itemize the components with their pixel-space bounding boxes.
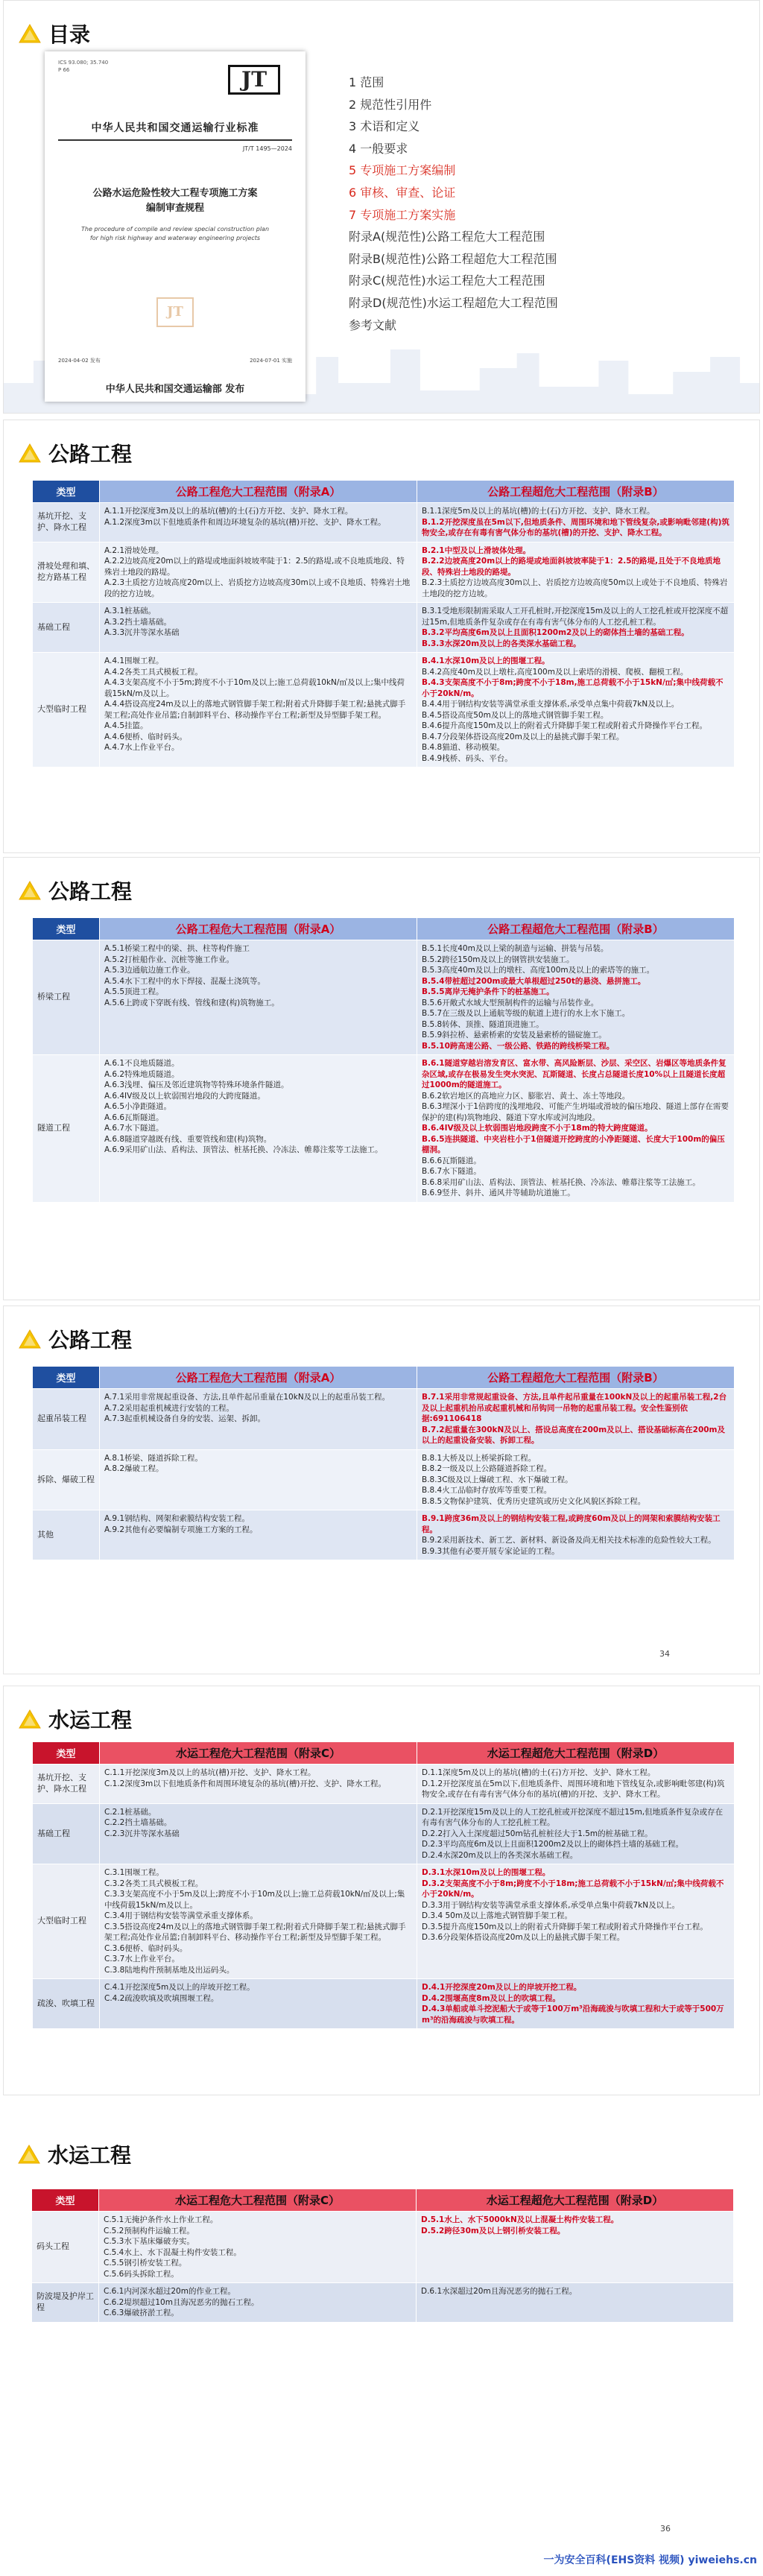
clause-text: B.9.3其他有必要开展专家论证的工程。 [422, 1546, 560, 1556]
table-row [33, 1449, 735, 1510]
clause-text: A.8.2爆破工程。 [104, 1464, 164, 1473]
toc-item[interactable]: 1 范围 [349, 75, 384, 89]
clause-text: A.3.1桩基础。 [104, 607, 156, 615]
scope-cell [100, 1055, 417, 1203]
clause-text: A.5.2打桩船作业、沉桩等施工作业。 [104, 955, 235, 964]
clause-text: B.8.5文物保护建筑、优秀历史建筑或历史文化风貌区拆除工程。 [422, 1496, 646, 1506]
table-header-row [32, 2189, 734, 2212]
clause-text: B.5.8转体、顶推、隧道顶进施工。 [422, 1019, 544, 1029]
clause-text-emphasized: B.1.2开挖深度虽在5m以下,但地质条件、周围环境和地下管线复杂,或影响毗邻建(构)筑物安全,或存在有毒有害气体分布的基坑(槽)的开挖、支护、降水工程。 [422, 517, 729, 537]
column-header-scope: 公路工程危大工程范围（附录A） [100, 481, 417, 503]
clause-text-emphasized: B.4.3支架高度不小于8m;跨度不小于18m,施工总荷载不小于15kN/㎡;集中线荷载不小于20kN/m。 [422, 678, 724, 698]
clause-text-emphasized: B.4.1水深10m及以上的围堰工程。 [422, 656, 550, 665]
table-row [33, 1510, 735, 1560]
clause-text-emphasized: D.4.1开挖深度20m及以上的岸坡开挖工程。 [422, 1983, 582, 1992]
clause-text: B.4.2高度40m及以上墩柱,高度100m及以上索塔的滑模、爬模、翻模工程。 [422, 667, 688, 677]
clause-text: B.8.4火工品临时存放库等重要工程。 [422, 1486, 552, 1495]
clause-text: B.2.3土质挖方边坡高度30m以上、岩质挖方边坡高度50m以上或处于不良地质、特殊岩土地段的挖方边坡。 [422, 578, 728, 598]
clause-text: B.8.3C级及以上爆破工程、水下爆破工程。 [422, 1475, 573, 1484]
super-scope-cell [417, 940, 735, 1055]
toc-item[interactable]: 附录B(规范性)公路工程超危大工程范围 [349, 251, 557, 266]
category-cell: 其他 [33, 1510, 100, 1560]
highway-scope-table [32, 480, 735, 768]
clause-text-emphasized: B.6.5连拱隧道、中夹岩柱小于1倍隧道开挖跨度的小净距隧道、长度大于100m的偏压棚洞。 [422, 1134, 725, 1154]
category-cell: 码头工程 [32, 2212, 99, 2283]
category-cell: 大型临时工程 [33, 653, 100, 768]
clause-text: A.4.5挂篮。 [104, 721, 148, 730]
table-row [33, 1864, 735, 1979]
super-scope-cell [417, 653, 735, 768]
table-row [33, 1055, 735, 1203]
clause-text-emphasized: B.2.2边坡高度20m以上的路堤或地面斜坡坡率陡于1：2.5的路堤,且处于不良地质地段、特殊岩土地段的路堤。 [422, 557, 721, 577]
cover-ics-code: ICS 93.080; 35.740 [58, 60, 109, 66]
super-scope-cell [417, 542, 735, 603]
warning-triangle-icon [19, 880, 41, 901]
category-cell: 防波堤及护岸工程 [32, 2283, 99, 2323]
table-row [33, 542, 735, 603]
clause-text: C.3.6便桥、临时码头。 [104, 1943, 188, 1953]
clause-text: A.6.3浅埋、偏压及邻近建筑物等特殊环境条件隧道。 [104, 1080, 289, 1089]
super-scope-cell [417, 1803, 735, 1864]
clause-text-emphasized: B.7.2起重量在300kN及以上、搭设总高度在200m及以上、搭设基础标高在200m及以上的起重设备安装、拆卸工程。 [422, 1425, 725, 1445]
toc-header [19, 19, 90, 48]
page-number: 36 [660, 2524, 671, 2534]
site-watermark: 一为安全百科(EHS资料 视频) yiweiehs.cn [543, 2554, 757, 2566]
clause-text: A.4.2各类工具式模板工程。 [104, 667, 203, 677]
clause-text: A.2.3土质挖方边坡高度20m以上、岩质挖方边坡高度30m以上或不良地质、特殊岩土地段的挖方边坡。 [104, 578, 411, 598]
toc-item[interactable]: 4 一般要求 [349, 141, 408, 156]
toc-item[interactable]: 7 专项施工方案实施 [349, 207, 456, 222]
clause-text: A.5.4水下工程中的水下焊接、混凝土浇筑等。 [104, 976, 266, 986]
clause-text: B.5.1长度40m及以上梁的制造与运输、拼装与吊装。 [422, 944, 609, 953]
scope-cell [100, 1449, 417, 1510]
clause-text: C.2.3沉井等深水基础 [104, 1829, 180, 1838]
clause-text: A.8.1桥梁、隧道拆除工程。 [104, 1453, 203, 1463]
column-header-type: 类型 [32, 2189, 99, 2212]
clause-text: C.4.2疏浚吹填及吹填围堰工程。 [104, 1993, 219, 2003]
toc-item[interactable]: 附录A(规范性)公路工程危大工程范围 [349, 230, 545, 244]
cover-english-line: The procedure of compile and review special construction plan [80, 226, 270, 232]
toc-title: 目录 [48, 22, 91, 47]
clause-text: C.5.4水上、水下混凝土构件安装工程。 [104, 2247, 241, 2257]
clause-text: D.6.1水深超过20m且海况恶劣的抛石工程。 [421, 2287, 577, 2296]
clause-text: B.6.9竖井、斜井、通风井等辅助坑道施工。 [422, 1189, 575, 1197]
highway-slide-3 [3, 1306, 760, 1674]
clause-text: D.2.1开挖深度15m及以上的人工挖孔桩或开挖深度不超过15m,但地质条件复杂或存在有毒有害气体分布的人工挖孔桩工程。 [422, 1807, 724, 1827]
clause-text-emphasized: D.3.2支架高度不小于8m;跨度不小于18m;施工总荷载不小于15kN/㎡;集中线荷载不小于20kN/m。 [422, 1879, 724, 1899]
clause-text: B.4.4用于钢结构安装等满堂承重支撑体系,承受单点集中荷载7kN及以上。 [422, 700, 680, 709]
slide-title: 水运工程 [48, 2143, 132, 2168]
toc-list [349, 72, 558, 336]
toc-item[interactable]: 参考文献 [349, 317, 397, 332]
clause-text: C.3.3支架高度不小于5m及以上;跨度不小于10m及以上;施工总荷载10kN/㎡及以上;集中线荷载15kN/m及以上。 [104, 1890, 405, 1910]
cover-issue-date: 2024-04-02 发布 [58, 358, 101, 364]
clause-text-emphasized: D.4.3单船或单斗挖泥船大于或等于100万m³沿海疏浚与吹填工程和大于或等于500万m³的沿海疏浚与吹填工程。 [422, 2004, 724, 2025]
clause-text-emphasized: B.7.1采用非常规起重设备、方法,且单件起吊重量在100kN及以上的起重吊装工程,2台及以上起重机抬吊或起重机械和吊钩同一吊物的起重吊装工程。安全性鉴别依据:691106418 [422, 1393, 727, 1423]
table-row [33, 503, 735, 542]
clause-text: A.5.1桥梁工程中的梁、拱、柱等构件施工 [104, 944, 250, 953]
cover-english-title [58, 225, 292, 243]
category-cell: 大型临时工程 [33, 1864, 100, 1979]
clause-text: A.5.3边通航边施工作业。 [104, 966, 195, 975]
clause-text: C.1.2深度3m以下但地质条件和周围环境复杂的基坑(槽)开挖、支护、降水工程。 [104, 1779, 386, 1788]
clause-text: A.6.7水下隧道。 [104, 1124, 164, 1133]
clause-text-emphasized: B.2.1中型及以上滑坡体处理。 [422, 545, 531, 555]
column-header-super-scope: 公路工程超危大工程范围（附录B） [417, 481, 735, 503]
clause-text: B.8.1大桥及以上桥梁拆除工程。 [422, 1453, 536, 1463]
clause-text: A.5.6上跨或下穿既有线、管线和建(构)筑物施工。 [104, 998, 279, 1007]
toc-item[interactable]: 附录D(规范性)水运工程超危大工程范围 [349, 295, 558, 310]
slide-header [19, 438, 132, 468]
table-header-row [33, 481, 735, 503]
category-cell: 起重吊装工程 [33, 1389, 100, 1450]
scope-cell [100, 653, 417, 768]
scope-cell [100, 1803, 417, 1864]
category-cell: 滑坡处理和填、挖方路基工程 [33, 542, 100, 603]
warning-triangle-icon [19, 23, 41, 44]
super-scope-cell [417, 2283, 734, 2323]
cover-title [58, 186, 292, 216]
waterway-slide-1 [3, 1686, 760, 2095]
table-row [33, 603, 735, 653]
clause-text: A.4.6便桥、临时码头。 [104, 732, 188, 741]
clause-text: A.2.2边坡高度20m以上的路堤或地面斜坡坡率陡于1：2.5的路堤,或不良地质地段、特殊岩土地段的路堤。 [104, 557, 405, 577]
clause-text: B.4.5搭设高度50m及以上的落地式钢管脚手架工程。 [422, 710, 609, 720]
scope-cell [100, 1765, 417, 1804]
column-header-scope: 水运工程危大工程范围（附录C） [100, 1742, 417, 1765]
super-scope-cell [417, 1765, 735, 1804]
clause-text: A.6.6瓦斯隧道。 [104, 1113, 164, 1122]
clause-text: A.6.1不良地质隧道。 [104, 1059, 180, 1068]
table-row [33, 1765, 735, 1804]
column-header-type: 类型 [33, 918, 100, 940]
cover-english-line: for high risk highway and waterway engineering projects [89, 235, 261, 241]
slide-header [18, 2139, 131, 2169]
waterway-slide-2 [3, 2121, 760, 2576]
clause-text: C.5.1无掩护条件水上作业工程。 [104, 2215, 218, 2224]
scope-cell [100, 1389, 417, 1450]
clause-text: A.4.3支架高度不小于5m;跨度不小于10m及以上;施工总荷载10kN/㎡及以上;集中线荷载15kN/m及以上。 [104, 678, 405, 698]
clause-text: B.6.7水下隧道。 [422, 1167, 481, 1176]
category-cell: 拆除、爆破工程 [33, 1449, 100, 1510]
highway-slide-2 [3, 857, 760, 1300]
category-cell: 基坑开挖、支护、降水工程 [33, 1765, 100, 1804]
clause-text-emphasized: D.4.2围堰高度8m及以上的吹填工程。 [422, 1993, 561, 2003]
waterway-scope-table [31, 2189, 734, 2323]
slide-header [19, 1324, 132, 1354]
warning-triangle-icon [19, 1709, 41, 1730]
clause-text-emphasized: D.5.2跨径30m及以上钢引桥安装工程。 [421, 2226, 566, 2235]
super-scope-cell [417, 503, 735, 542]
super-scope-cell [417, 1055, 735, 1203]
toc-item[interactable]: 5 专项施工方案编制 [349, 163, 456, 178]
clause-text: A.7.2采用起重机械进行安装的工程。 [104, 1403, 235, 1413]
clause-text: A.9.1钢结构、网架和索膜结构安装工程。 [104, 1514, 250, 1523]
scope-cell [100, 603, 417, 653]
column-header-super-scope: 公路工程超危大工程范围（附录B） [417, 918, 735, 940]
category-cell: 桥梁工程 [33, 940, 100, 1055]
column-header-type: 类型 [33, 481, 100, 503]
column-header-super-scope: 公路工程超危大工程范围（附录B） [417, 1367, 735, 1389]
cover-issuer: 中华人民共和国交通运输部 发布 [105, 384, 245, 395]
clause-text: B.1.1深度5m及以上的基坑(槽)的土(石)方开挖、支护、降水工程。 [422, 507, 655, 516]
clause-text: B.5.9斜拉桥、悬索桥索的安装及悬索桥的锚碇施工。 [422, 1031, 607, 1039]
toc-item[interactable]: 6 审核、审查、论证 [349, 185, 456, 200]
clause-text: D.2.3平均高度6m及以上且面积1200m2及以上的砌体挡土墙的基础工程。 [422, 1840, 684, 1849]
clause-text: C.2.1桩基础。 [104, 1807, 156, 1817]
clause-text: B.9.2采用新技术、新工艺、新材料、新设备及尚无相关技术标准的危险性较大工程。 [422, 1536, 716, 1545]
cover-divider [58, 139, 292, 141]
highway-scope-table [32, 1366, 735, 1560]
clause-text: A.4.7水上作业平台。 [104, 743, 180, 752]
super-scope-cell [417, 1979, 735, 2029]
highway-scope-table [32, 917, 735, 1203]
waterway-scope-table [32, 1741, 735, 2029]
clause-text-emphasized: B.5.10跨高速公路、一级公路、铁路的跨线桥梁工程。 [422, 1041, 615, 1051]
toc-item[interactable]: 附录C(规范性)水运工程危大工程范围 [349, 273, 545, 288]
clause-text: C.3.2各类工具式模板工程。 [104, 1879, 203, 1888]
clause-text-emphasized: B.6.4IV级及以上软弱围岩地段跨度不小于18m的特大跨度隧道。 [422, 1124, 653, 1133]
clause-text: C.2.2挡土墙基础。 [104, 1818, 172, 1827]
cover-class-code: P 66 [58, 67, 70, 73]
warning-triangle-icon [18, 2144, 40, 2165]
clause-text: B.4.6提升高度150m及以上的附着式升降脚手架工程或附着式升降操作平台工程。 [422, 721, 708, 730]
toc-item[interactable]: 3 术语和定义 [349, 119, 420, 134]
cover-watermark-logo: JT [156, 297, 194, 327]
clause-text: A.9.2其他有必要编制专项施工方案的工程。 [104, 1525, 258, 1534]
toc-item[interactable]: 2 规范性引用件 [349, 97, 432, 112]
table-row [33, 1803, 735, 1864]
clause-text: B.5.6开敞式水域大型预制构件的运输与吊装作业。 [422, 998, 599, 1007]
scope-cell [99, 2283, 417, 2323]
clause-text-emphasized: B.6.1隧道穿越岩溶发育区、富水带、高风险断层、沙层、采空区、岩爆区等地质条件复杂区域,或存在极易发生突水突泥、瓦斯隧道、长度占总隧道长度10%以上且隧道长度超过1000m的隧道施工。 [422, 1059, 726, 1089]
clause-text: B.6.8采用矿山法、盾构法、顶管法、桩基托换、冷冻法、帷幕注浆等工法施工。 [422, 1177, 700, 1187]
column-header-scope: 水运工程危大工程范围（附录C） [99, 2189, 417, 2212]
column-header-type: 类型 [33, 1742, 100, 1765]
super-scope-cell [417, 1389, 735, 1450]
clause-text: C.5.5钢引桥安装工程。 [104, 2259, 187, 2268]
table-row [32, 2283, 734, 2323]
cover-standard-number: JT/T 1495—2024 [242, 145, 292, 152]
super-scope-cell [417, 2212, 734, 2283]
clause-text: B.6.2软岩地区的高地应力区、膨胀岩、黄土、冻土等地段。 [422, 1091, 630, 1101]
column-header-scope: 公路工程危大工程范围（附录A） [100, 1367, 417, 1389]
table-row [32, 2212, 734, 2283]
column-header-super-scope: 水运工程超危大工程范围（附录D） [417, 1742, 735, 1765]
clause-text-emphasized: D.5.1水上、水下5000kN及以上混凝土构件安装工程。 [421, 2215, 619, 2224]
scope-cell [100, 1979, 417, 2029]
category-cell: 疏浚、吹填工程 [33, 1979, 100, 2029]
clause-text: C.6.3爆破挤淤工程。 [104, 2308, 179, 2317]
clause-text: D.1.1深度5m及以上的基坑(槽)的土(石)方开挖、支护、降水工程。 [422, 1768, 656, 1777]
clause-text: B.4.7分段架体搭设高度20m及以上的悬挑式脚手架工程。 [422, 732, 624, 741]
clause-text: A.7.3起重机械设备自身的安装、运架、拆卸。 [104, 1414, 266, 1423]
slide-title: 公路工程 [48, 1328, 133, 1352]
cover-standard-org: 中华人民共和国交通运输行业标准 [91, 122, 259, 134]
super-scope-cell [417, 1510, 735, 1560]
clause-text: A.6.9采用矿山法、盾构法、顶管法、桩基托换、冷冻法、帷幕注浆等工法施工。 [104, 1145, 383, 1154]
clause-text: B.4.9栈桥、码头、平台。 [422, 753, 513, 763]
clause-text: B.5.7在三级及以上通航等级的航道上进行的水上水下施工。 [422, 1009, 630, 1018]
category-cell: 基坑开挖、支护、降水工程 [33, 503, 100, 542]
toc-slide [3, 0, 760, 414]
clause-text: B.8.2一级及以上公路隧道拆除工程。 [422, 1464, 552, 1473]
clause-text-emphasized: B.5.5离岸无掩护条件下的桩基施工。 [422, 987, 554, 996]
clause-text: C.3.5搭设高度24m及以上的落地式钢管脚手架工程;附着式升降脚手架工程;悬挑式脚手架工程;高处作业吊篮;自制卸料平台、移动操作平台工程;新型及异型脚手架工程。 [104, 1922, 406, 1942]
clause-text: A.1.2深度3m以下但地质条件和周边环境复杂的基坑(槽)开挖、支护、降水工程。 [104, 517, 386, 527]
clause-text: C.4.1开挖深度5m及以上的岸坡开挖工程。 [104, 1983, 255, 1992]
scope-cell [100, 1864, 417, 1979]
category-cell: 基础工程 [33, 1803, 100, 1864]
clause-text: C.5.3水下基床爆破夯实。 [104, 2237, 194, 2246]
table-row [33, 1979, 735, 2029]
clause-text-emphasized: B.3.3水深20m及以上的各类深水基础工程。 [422, 639, 581, 648]
super-scope-cell [417, 1449, 735, 1510]
clause-text: D.3.6分段架体搭设高度20m及以上的悬挑式脚手架工程。 [422, 1933, 625, 1942]
clause-text-emphasized: D.3.1水深10m及以上的围堰工程。 [422, 1868, 551, 1877]
column-header-super-scope: 水运工程超危大工程范围（附录D） [417, 2189, 734, 2212]
clause-text: D.1.2开挖深度虽在5m以下,但地质条件、周围环境和地下管线复杂,或影响毗邻建(构)筑物安全,或存在有毒有害气体分布的基坑(槽)的开挖、支护、降水工程。 [422, 1779, 725, 1799]
scope-cell [100, 940, 417, 1055]
column-header-scope: 公路工程危大工程范围（附录A） [100, 918, 417, 940]
category-cell: 隧道工程 [33, 1055, 100, 1203]
clause-text: A.6.2特殊地质隧道。 [104, 1069, 180, 1079]
scope-cell [100, 542, 417, 603]
slide-header [19, 876, 132, 905]
clause-text: B.6.6瓦斯隧道。 [422, 1156, 481, 1165]
scope-cell [100, 503, 417, 542]
clause-text: A.6.5小净距隧道。 [104, 1102, 172, 1111]
slide-title: 公路工程 [48, 442, 133, 466]
clause-text: C.5.6码头拆除工程。 [104, 2269, 179, 2279]
clause-text-emphasized: B.9.1跨度36m及以上的钢结构安装工程,或跨度60m及以上的网架和索膜结构安装工程。 [422, 1514, 721, 1534]
clause-text: A.2.1滑坡处理。 [104, 545, 164, 555]
clause-text: C.6.1内河深水超过20m的作业工程。 [104, 2287, 235, 2296]
cover-implementation-date: 2024-07-01 实施 [250, 358, 292, 364]
clause-text: A.6.4IV级及以上软弱围岩地段的大跨度隧道。 [104, 1091, 265, 1101]
page-number: 34 [659, 1649, 670, 1659]
column-header-type: 类型 [33, 1367, 100, 1389]
highway-slide-1 [3, 420, 760, 853]
clause-text: C.1.1开挖深度3m及以上的基坑(槽)开挖、支护、降水工程。 [104, 1768, 316, 1777]
super-scope-cell [417, 1864, 735, 1979]
clause-text: C.3.8陆地构件预制基地及出运码头。 [104, 1965, 235, 1975]
clause-text: D.2.4水深20m及以上的各类深水基础工程。 [422, 1850, 578, 1860]
clause-text: C.3.7水上作业平台。 [104, 1955, 180, 1963]
clause-text: D.3.5提升高度150m及以上的附着式升降脚手架工程或附着式升降操作平台工程。 [422, 1922, 708, 1931]
slide-title: 水运工程 [48, 1708, 133, 1732]
clause-text: A.6.8隧道穿越既有线、重要管线和建(构)筑物。 [104, 1134, 272, 1144]
table-header-row [33, 918, 735, 940]
clause-text: A.5.5顶进工程。 [104, 987, 164, 996]
clause-text: C.3.4用于钢结构安装等满堂承重支撑体系。 [104, 1911, 258, 1920]
table-row [33, 653, 735, 768]
clause-text: A.7.1采用非常规起重设备、方法,且单件起吊重量在10kN及以上的起重吊装工程。 [104, 1393, 390, 1402]
table-row [33, 940, 735, 1055]
table-header-row [33, 1367, 735, 1389]
jt-logo: JT [228, 65, 280, 95]
warning-triangle-icon [19, 443, 41, 463]
standard-cover-image [45, 51, 305, 402]
clause-text: A.4.4搭设高度24m及以上的落地式钢管脚手架工程;附着式升降脚手架工程;悬挑式脚手架工程;高处作业吊篮;自制卸料平台、移动操作平台工程;新型及异型脚手架工程。 [104, 700, 406, 720]
clause-text-emphasized: B.5.4带桩超过200m或最大单根超过250t的悬浇、悬拼施工。 [422, 976, 646, 986]
clause-text: B.5.3高度40m及以上的墩柱、高度100m及以上的索塔等的施工。 [422, 966, 655, 975]
clause-text: A.4.1围堰工程。 [104, 656, 164, 665]
table-row [33, 1389, 735, 1450]
clause-text: B.6.3埋深小于1倍跨度的浅埋地段、可能产生坍塌或滑坡的偏压地段、隧道上部存在需要保护的建(构)筑物地段、隧道下穿水库或河沟地段。 [422, 1102, 729, 1122]
clause-text: C.5.2预制构件运输工程。 [104, 2226, 194, 2235]
cover-title-line: 公路水运危险性较大工程专项施工方案 [92, 188, 258, 199]
clause-text: C.6.2堤坝超过10m且海况恶劣的抛石工程。 [104, 2297, 259, 2307]
clause-text: B.5.2跨径150m及以上的钢管拱安装施工。 [422, 955, 574, 964]
slide-header [19, 1704, 132, 1734]
clause-text: C.3.1围堰工程。 [104, 1868, 164, 1877]
clause-text: A.3.3沉井等深水基础 [104, 628, 180, 637]
warning-triangle-icon [19, 1329, 41, 1349]
clause-text: A.3.2挡土墙基础。 [104, 617, 172, 627]
cover-title-line: 编制审查规程 [145, 203, 204, 214]
cover-dates [58, 357, 292, 364]
slide-title: 公路工程 [48, 879, 133, 904]
clause-text: D.2.2打入入土深度超过50m钻孔桩桩径大于1.5m的桩基础工程。 [422, 1829, 653, 1838]
category-cell: 基础工程 [33, 603, 100, 653]
scope-cell [99, 2212, 417, 2283]
scope-cell [100, 1510, 417, 1560]
clause-text: D.3.3用于钢结构安装等满堂承重支撑体系,承受单点集中荷载7kN及以上。 [422, 1900, 680, 1910]
clause-text: B.4.8猫道、移动模架。 [422, 743, 505, 752]
clause-text: B.3.1受地形限制需采取人工开孔桩时,开挖深度15m及以上的人工挖孔桩或开挖深度不超过15m,但地质条件复杂或存在有毒有害气体分布的人工挖孔桩工程。 [422, 607, 729, 627]
super-scope-cell [417, 603, 735, 653]
clause-text: D.3.4 50m及以上落地式钢管脚手架工程。 [422, 1911, 573, 1920]
clause-text: A.1.1开挖深度3m及以上的基坑(槽)的土(石)方开挖、支护、降水工程。 [104, 507, 353, 516]
table-header-row [33, 1742, 735, 1765]
clause-text-emphasized: B.3.2平均高度6m及以上且面积1200m2及以上的砌体挡土墙的基础工程。 [422, 628, 689, 637]
